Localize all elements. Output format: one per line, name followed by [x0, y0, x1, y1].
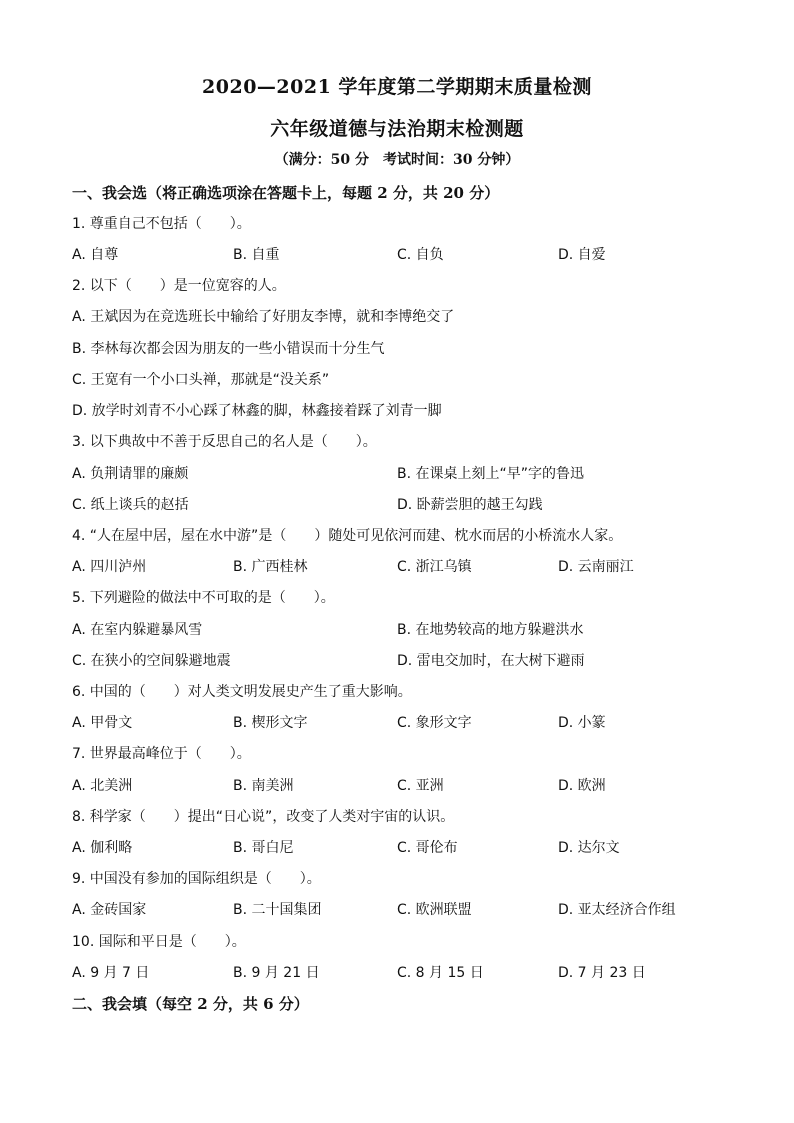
question-5-option-d: D. 雷电交加时，在大树下避雨 — [397, 653, 585, 669]
question-3-option-a: A. 负荆请罪的廉颇 — [72, 466, 189, 482]
question-10-option-b: B. 9 月 21 日 — [233, 965, 320, 981]
question-6-option-c: C. 象形文字 — [397, 715, 472, 731]
section-2-heading: 二、我会填（每空 2 分，共 6 分） — [72, 995, 309, 1013]
question-2-stem: 2. 以下（ ）是一位宽容的人。 — [72, 278, 286, 294]
question-2-option-b: B. 李林每次都会因为朋友的一些小错误而十分生气 — [72, 341, 385, 357]
question-6-option-b: B. 楔形文字 — [233, 715, 308, 731]
exam-subtitle: 六年级道德与法治期末检测题 — [270, 118, 524, 140]
exam-title: 2020—2021 学年度第二学期期末质量检测 — [202, 76, 592, 98]
question-3-stem: 3. 以下典故中不善于反思自己的名人是（ ）。 — [72, 434, 377, 450]
question-7-option-c: C. 亚洲 — [397, 778, 444, 794]
question-4-option-b: B. 广西桂林 — [233, 559, 308, 575]
question-8-option-a: A. 伽利略 — [72, 840, 133, 856]
question-9-option-c: C. 欧洲联盟 — [397, 902, 472, 918]
question-4-option-a: A. 四川泸州 — [72, 559, 147, 575]
question-1-option-a: A. 自尊 — [72, 247, 119, 263]
exam-info: （满分：50 分 考试时间：30 分钟） — [274, 152, 520, 168]
question-2-option-c: C. 王宽有一个小口头禅，那就是“没关系” — [72, 372, 330, 388]
question-5-option-c: C. 在狭小的空间躲避地震 — [72, 653, 231, 669]
question-1-option-d: D. 自爱 — [558, 247, 606, 263]
question-9-option-a: A. 金砖国家 — [72, 902, 147, 918]
question-5-option-a: A. 在室内躲避暴风雪 — [72, 622, 203, 638]
question-1-stem: 1. 尊重自己不包括（ ）。 — [72, 216, 251, 232]
question-10-option-c: C. 8 月 15 日 — [397, 965, 484, 981]
question-10-stem: 10. 国际和平日是（ ）。 — [72, 934, 246, 950]
question-10-option-d: D. 7 月 23 日 — [558, 965, 646, 981]
question-6-option-a: A. 甲骨文 — [72, 715, 133, 731]
question-4-stem: 4. “人在屋中居，屋在水中游”是（ ）随处可见依河而建、枕水而居的小桥流水人家。 — [72, 528, 623, 544]
question-7-option-b: B. 南美洲 — [233, 778, 294, 794]
question-9-option-d: D. 亚太经济合作组 — [558, 902, 676, 918]
question-5-option-b: B. 在地势较高的地方躲避洪水 — [397, 622, 584, 638]
question-3-option-c: C. 纸上谈兵的赵括 — [72, 497, 189, 513]
question-4-option-c: C. 浙江乌镇 — [397, 559, 472, 575]
question-6-stem: 6. 中国的（ ）对人类文明发展史产生了重大影响。 — [72, 684, 412, 700]
question-8-stem: 8. 科学家（ ）提出“日心说”，改变了人类对宇宙的认识。 — [72, 809, 455, 825]
question-9-option-b: B. 二十国集团 — [233, 902, 322, 918]
question-1-option-c: C. 自负 — [397, 247, 444, 263]
question-8-option-b: B. 哥白尼 — [233, 840, 294, 856]
question-7-stem: 7. 世界最高峰位于（ ）。 — [72, 746, 251, 762]
question-6-option-d: D. 小篆 — [558, 715, 606, 731]
question-2-option-d: D. 放学时刘青不小心踩了林鑫的脚，林鑫接着踩了刘青一脚 — [72, 403, 442, 419]
question-5-stem: 5. 下列避险的做法中不可取的是（ ）。 — [72, 590, 335, 606]
section-1-heading: 一、我会选（将正确选项涂在答题卡上，每题 2 分，共 20 分） — [72, 184, 500, 202]
question-2-option-a: A. 王斌因为在竞选班长中输给了好朋友李博，就和李博绝交了 — [72, 309, 455, 325]
question-4-option-d: D. 云南丽江 — [558, 559, 634, 575]
question-10-option-a: A. 9 月 7 日 — [72, 965, 150, 981]
question-3-option-b: B. 在课桌上刻上“早”字的鲁迅 — [397, 466, 585, 482]
question-7-option-d: D. 欧洲 — [558, 778, 606, 794]
question-8-option-d: D. 达尔文 — [558, 840, 620, 856]
question-1-option-b: B. 自重 — [233, 247, 280, 263]
question-8-option-c: C. 哥伦布 — [397, 840, 458, 856]
question-3-option-d: D. 卧薪尝胆的越王勾践 — [397, 497, 543, 513]
question-7-option-a: A. 北美洲 — [72, 778, 133, 794]
question-9-stem: 9. 中国没有参加的国际组织是（ ）。 — [72, 871, 321, 887]
